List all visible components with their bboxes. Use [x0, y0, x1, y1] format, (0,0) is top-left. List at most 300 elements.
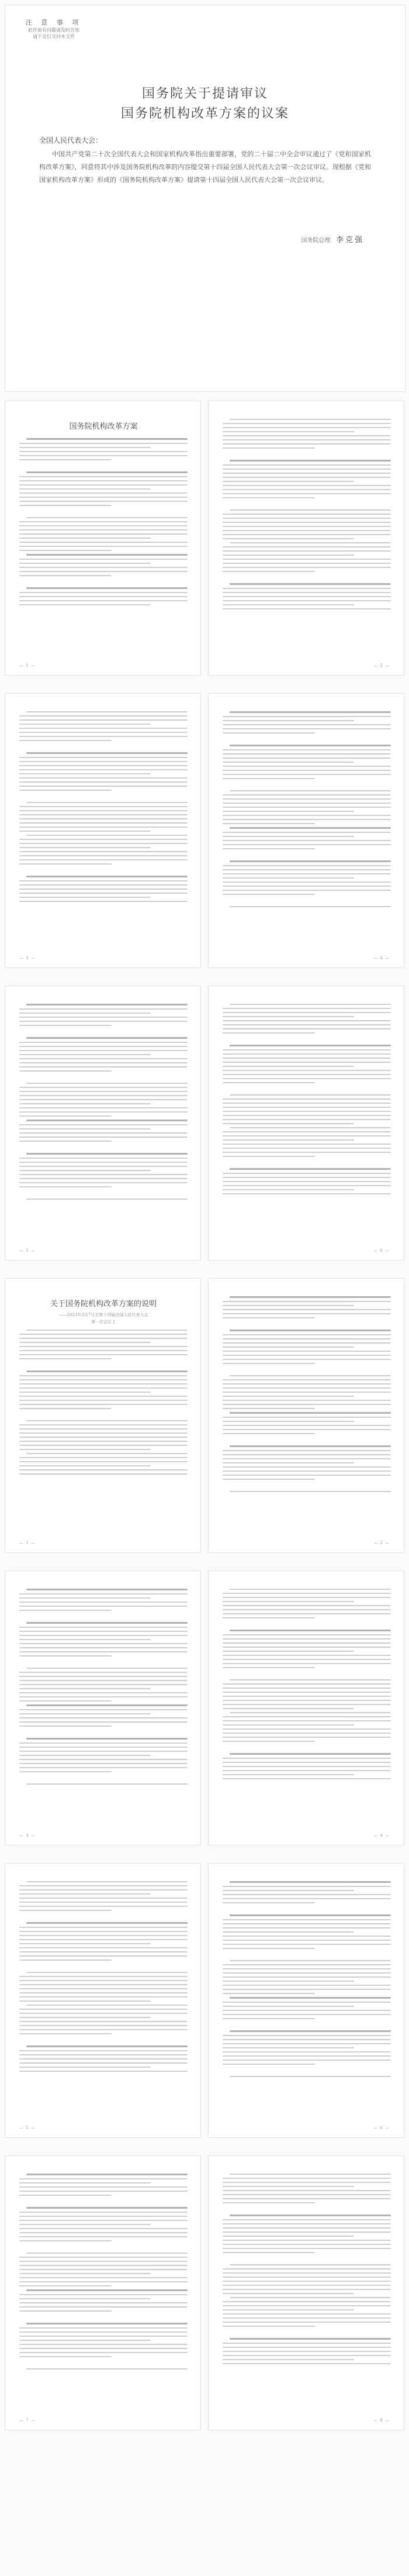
text-line	[19, 529, 188, 531]
text-line	[19, 1897, 188, 1899]
text-line	[19, 740, 112, 741]
text-line	[19, 1639, 151, 1640]
text-line	[223, 435, 391, 436]
text-line	[26, 587, 188, 589]
text-line	[223, 1894, 391, 1895]
page-content	[223, 1001, 391, 1197]
text-line	[19, 786, 188, 787]
text-line	[19, 724, 151, 725]
paragraph-gap	[223, 575, 391, 581]
text-line	[223, 1720, 391, 1721]
text-line	[19, 1465, 151, 1466]
page-number: — 2 —	[373, 1541, 390, 1545]
text-line	[230, 1168, 391, 1170]
text-line	[223, 2285, 391, 2286]
text-line	[19, 1066, 188, 1067]
paragraph-gap	[223, 852, 391, 858]
text-line	[19, 505, 112, 506]
text-line	[223, 1148, 391, 1149]
text-line	[19, 1655, 112, 1657]
text-line	[19, 843, 188, 844]
text-line	[19, 1951, 188, 1952]
text-line	[223, 2014, 391, 2015]
text-line	[19, 1755, 151, 1756]
text-line	[223, 1177, 391, 1178]
page-spread	[5, 1863, 404, 2138]
text-line	[223, 1066, 354, 1067]
text-line	[230, 2215, 391, 2216]
text-line	[26, 2368, 188, 2370]
text-line	[19, 2294, 188, 2295]
text-line	[223, 1024, 391, 1025]
page-content	[19, 416, 188, 608]
text-line	[223, 1647, 391, 1648]
text-line	[223, 2347, 391, 2348]
page-right	[208, 986, 404, 1261]
text-line	[19, 839, 188, 840]
text-line	[26, 1972, 188, 1973]
notice-line-1: 此件如有问题请及时告知	[28, 27, 79, 33]
text-line	[223, 550, 391, 552]
text-line	[223, 1119, 391, 1120]
text-line	[19, 1042, 188, 1043]
text-line	[26, 438, 188, 440]
text-line	[19, 2352, 188, 2353]
text-line	[223, 1058, 391, 1059]
greeting: 全国人民代表大会：	[39, 136, 103, 144]
text-line	[19, 2000, 151, 2002]
text-line	[223, 518, 391, 519]
text-line	[223, 1123, 354, 1124]
paragraph-gap	[223, 782, 391, 788]
text-line	[223, 2322, 391, 2323]
text-line	[19, 1428, 188, 1430]
text-line	[223, 2301, 391, 2302]
text-line	[223, 1683, 391, 1685]
text-line	[223, 522, 391, 523]
page-spread	[5, 693, 404, 968]
page-number: — 8 —	[373, 2418, 390, 2423]
page-right	[208, 401, 404, 676]
text-line	[19, 563, 151, 564]
text-line	[230, 1914, 391, 1916]
text-line	[19, 1091, 188, 1092]
text-line	[230, 2338, 391, 2340]
text-line	[19, 455, 188, 456]
text-line	[19, 1767, 188, 1768]
text-line	[223, 2178, 391, 2179]
text-line	[26, 2323, 188, 2324]
text-line	[223, 778, 315, 779]
text-line	[19, 2067, 151, 2068]
text-line	[19, 769, 188, 770]
text-line	[19, 2332, 188, 2333]
text-line	[223, 1173, 391, 1174]
text-line	[223, 1135, 391, 1137]
text-line	[19, 2306, 188, 2308]
paragraph-gap	[223, 1321, 391, 1327]
text-line	[223, 1936, 391, 1937]
text-line	[223, 2202, 315, 2203]
text-line	[19, 736, 188, 737]
text-line	[223, 1139, 354, 1141]
text-line	[19, 1070, 112, 1072]
text-line	[223, 1886, 391, 1887]
text-line	[223, 844, 391, 845]
notice-block	[16, 18, 92, 40]
text-line	[19, 1709, 188, 1710]
text-line	[223, 1111, 391, 1112]
text-line	[230, 1127, 391, 1128]
text-line	[19, 1721, 188, 1723]
text-line	[19, 781, 188, 783]
text-line	[19, 1713, 151, 1714]
paragraph-gap	[19, 463, 188, 469]
text-line	[230, 1997, 391, 1999]
text-line	[19, 2191, 188, 2192]
text-line	[26, 517, 188, 518]
text-line	[223, 1074, 391, 1075]
text-line	[19, 1400, 188, 1401]
text-line	[19, 1392, 151, 1393]
text-line	[223, 1355, 391, 1356]
text-line	[19, 2281, 188, 2282]
text-line	[26, 1922, 188, 1924]
text-line	[223, 1342, 391, 1344]
text-line	[19, 1186, 112, 1187]
text-line	[19, 2009, 188, 2010]
text-line	[19, 1635, 188, 1636]
text-line	[223, 716, 391, 717]
text-line	[223, 526, 391, 527]
text-line	[223, 1923, 391, 1924]
paragraph-gap	[19, 1730, 188, 1735]
text-line	[223, 836, 354, 837]
text-line	[19, 2195, 112, 2196]
paragraph-gap	[223, 1483, 391, 1489]
text-line	[223, 1185, 391, 1186]
text-line	[223, 1082, 315, 1083]
text-line	[19, 476, 188, 477]
text-line	[223, 2043, 391, 2044]
text-line	[26, 1120, 188, 1121]
text-line	[223, 1450, 391, 1451]
text-line	[223, 1458, 391, 1459]
text-line	[223, 538, 354, 539]
text-line	[223, 1189, 354, 1190]
text-line	[19, 571, 188, 572]
text-line	[19, 2257, 188, 2258]
text-line	[223, 1466, 391, 1468]
text-line	[223, 1890, 354, 1891]
text-line	[223, 881, 391, 883]
text-line	[223, 1115, 391, 1116]
text-line	[223, 423, 391, 424]
text-line	[223, 1613, 391, 1614]
text-line	[19, 1158, 188, 1159]
text-line	[19, 806, 188, 807]
text-line	[26, 1622, 188, 1624]
page-left	[5, 1278, 201, 1553]
text-line	[19, 1696, 188, 1697]
cover-title-line-1: 国务院关于提请审议	[141, 87, 268, 101]
text-line	[223, 567, 391, 568]
text-line	[19, 1676, 188, 1677]
text-line	[19, 1988, 188, 1989]
page-content	[19, 1586, 188, 1788]
text-line	[26, 2253, 188, 2254]
text-line	[230, 2264, 391, 2265]
text-line	[19, 1902, 188, 1903]
text-line	[223, 2252, 315, 2253]
text-line	[19, 1103, 151, 1104]
text-line	[223, 732, 315, 733]
text-line	[19, 2050, 188, 2051]
text-line	[19, 2236, 188, 2237]
text-line	[19, 901, 188, 902]
text-line	[223, 2326, 315, 2327]
text-line	[19, 1647, 188, 1648]
page-spread	[5, 401, 404, 676]
text-line	[19, 575, 112, 576]
text-line	[19, 443, 188, 444]
text-line	[223, 2194, 391, 2195]
text-line	[19, 1424, 188, 1425]
text-line	[223, 1032, 315, 1034]
text-line	[19, 1742, 188, 1744]
text-line	[223, 774, 391, 775]
text-line	[19, 1350, 188, 1351]
text-line	[223, 2240, 391, 2241]
text-line	[223, 1070, 391, 1071]
text-line	[19, 732, 188, 733]
text-line	[223, 1016, 354, 1017]
text-line	[19, 1910, 112, 1911]
text-line	[223, 2244, 391, 2245]
text-line	[223, 1062, 391, 1063]
text-line	[19, 2277, 188, 2278]
text-line	[223, 770, 391, 771]
text-line	[26, 2174, 188, 2175]
text-line	[19, 1688, 151, 1689]
paragraph-gap	[223, 1160, 391, 1166]
cover-body: 中国共产党第二十次全国代表大会和国家机构改革指出重要部署，党的二十届二中全会审议通过了《党和国家机构改革方案》，同意将其中涉及国务院机构改革的内容提交第十四届全国人民代表大会第一次会议审议。现根据《党和国家机构改革方案》形成的《国务院机构改革方案》提请第十四届全国人民代表大会第一次会议审议。	[39, 150, 371, 184]
text-line	[19, 1025, 112, 1026]
text-line	[223, 2010, 391, 2011]
text-line	[223, 1470, 391, 1472]
text-line	[26, 2005, 188, 2006]
text-line	[223, 2309, 354, 2310]
text-line	[223, 1704, 391, 1705]
text-line	[19, 1759, 188, 1760]
text-line	[26, 835, 188, 836]
text-line	[19, 1334, 188, 1335]
text-line	[223, 2281, 391, 2282]
text-line	[19, 2298, 151, 2299]
text-line	[19, 822, 188, 824]
text-line	[230, 583, 391, 585]
text-line	[19, 1469, 188, 1470]
text-line	[223, 803, 391, 804]
page-left	[5, 693, 201, 968]
text-line	[223, 2198, 391, 2199]
text-line	[223, 559, 391, 560]
text-line	[223, 757, 391, 759]
text-line	[223, 563, 391, 564]
text-line	[26, 1330, 188, 1331]
text-line	[19, 567, 188, 568]
text-line	[19, 2356, 112, 2357]
text-line	[19, 596, 188, 597]
text-line	[223, 439, 391, 440]
text-line	[19, 777, 188, 779]
text-line	[223, 2186, 354, 2187]
text-line	[19, 1099, 188, 1100]
paragraph-gap	[19, 744, 188, 750]
text-line	[19, 538, 151, 539]
text-line	[223, 596, 391, 597]
text-line	[19, 1095, 188, 1096]
paragraph-gap	[19, 1075, 188, 1080]
text-line	[19, 459, 112, 460]
text-line	[230, 827, 391, 829]
text-line	[19, 1763, 188, 1764]
text-line	[19, 1441, 188, 1442]
text-line	[19, 1132, 188, 1134]
text-line	[19, 1338, 188, 1339]
text-line	[223, 1379, 391, 1380]
text-line	[26, 752, 188, 754]
text-line	[223, 2363, 391, 2364]
text-line	[223, 890, 391, 891]
text-line	[19, 888, 188, 890]
text-line	[19, 1672, 188, 1673]
page-right	[208, 1863, 404, 2138]
text-line	[19, 1408, 112, 1409]
text-line	[19, 1684, 188, 1685]
text-line	[223, 815, 391, 816]
text-line	[19, 826, 188, 828]
text-line	[223, 848, 315, 849]
text-line	[19, 1058, 188, 1059]
text-line	[223, 2305, 391, 2306]
text-line	[223, 1708, 354, 1709]
text-line	[19, 880, 188, 881]
cover-title-line-2: 国务院机构改革方案的议案	[120, 106, 289, 121]
text-line	[19, 2224, 151, 2225]
text-line	[223, 1429, 391, 1430]
text-line	[19, 1751, 188, 1752]
text-line	[19, 2178, 188, 2179]
text-line	[223, 592, 391, 593]
text-line	[223, 1131, 391, 1132]
text-line	[230, 1004, 391, 1005]
text-line	[19, 1379, 188, 1380]
text-line	[26, 1453, 188, 1454]
page-number: — 5 —	[19, 1248, 36, 1253]
text-line	[223, 766, 391, 767]
paragraph-gap	[19, 1775, 188, 1781]
text-line	[223, 1098, 391, 1100]
paragraph-gap	[19, 794, 188, 800]
text-line	[19, 1943, 151, 1944]
text-line	[19, 1984, 188, 1985]
text-line	[19, 765, 188, 766]
text-line	[19, 1396, 188, 1397]
text-line	[19, 600, 188, 601]
text-line	[19, 1054, 151, 1055]
text-line	[223, 1313, 391, 1314]
text-line	[19, 592, 188, 593]
text-line	[19, 884, 188, 886]
text-line	[223, 1593, 391, 1594]
page-right	[208, 2155, 404, 2430]
text-line	[223, 2055, 391, 2057]
text-line	[223, 1724, 354, 1726]
text-line	[19, 1346, 188, 1347]
text-line	[223, 1597, 391, 1598]
text-line	[26, 802, 188, 803]
text-line	[230, 1491, 391, 1492]
text-line	[19, 1432, 188, 1434]
paragraph-gap	[223, 898, 391, 904]
text-line	[230, 2297, 391, 2298]
text-line	[26, 876, 188, 877]
text-line	[26, 1083, 188, 1084]
text-line	[223, 477, 391, 478]
text-line	[26, 471, 188, 473]
text-line	[19, 2348, 188, 2349]
text-line	[19, 719, 188, 721]
text-line	[19, 1643, 188, 1644]
page-number: — 5 —	[19, 2126, 36, 2130]
text-line	[223, 2313, 391, 2315]
text-line	[223, 1028, 391, 1029]
text-line	[223, 2002, 391, 2003]
text-line	[223, 2355, 391, 2356]
text-line	[223, 1642, 391, 1644]
text-line	[19, 1889, 188, 1890]
text-line	[19, 1375, 188, 1376]
paragraph-gap	[19, 509, 188, 515]
text-line	[19, 1927, 188, 1928]
text-line	[223, 1421, 354, 1422]
text-line	[19, 1087, 188, 1088]
text-line	[223, 1305, 354, 1306]
text-line	[223, 2268, 391, 2270]
paragraph-gap	[19, 1914, 188, 1920]
paragraph-gap	[19, 867, 188, 873]
text-line	[19, 818, 188, 819]
text-line	[223, 485, 391, 486]
text-line	[19, 604, 151, 605]
paragraph-gap	[19, 2037, 188, 2043]
text-line	[19, 1387, 188, 1389]
text-line	[230, 1445, 391, 1447]
text-line	[19, 521, 188, 522]
text-line	[230, 1679, 391, 1680]
text-line	[223, 1462, 354, 1463]
paragraph-gap	[223, 2256, 391, 2262]
text-line	[19, 1651, 188, 1652]
text-line	[223, 1181, 391, 1182]
text-line	[223, 1609, 391, 1610]
text-line	[223, 2236, 354, 2237]
text-line	[19, 2186, 188, 2188]
text-line	[223, 588, 391, 589]
text-line	[19, 1606, 188, 1607]
text-line	[19, 1354, 188, 1355]
